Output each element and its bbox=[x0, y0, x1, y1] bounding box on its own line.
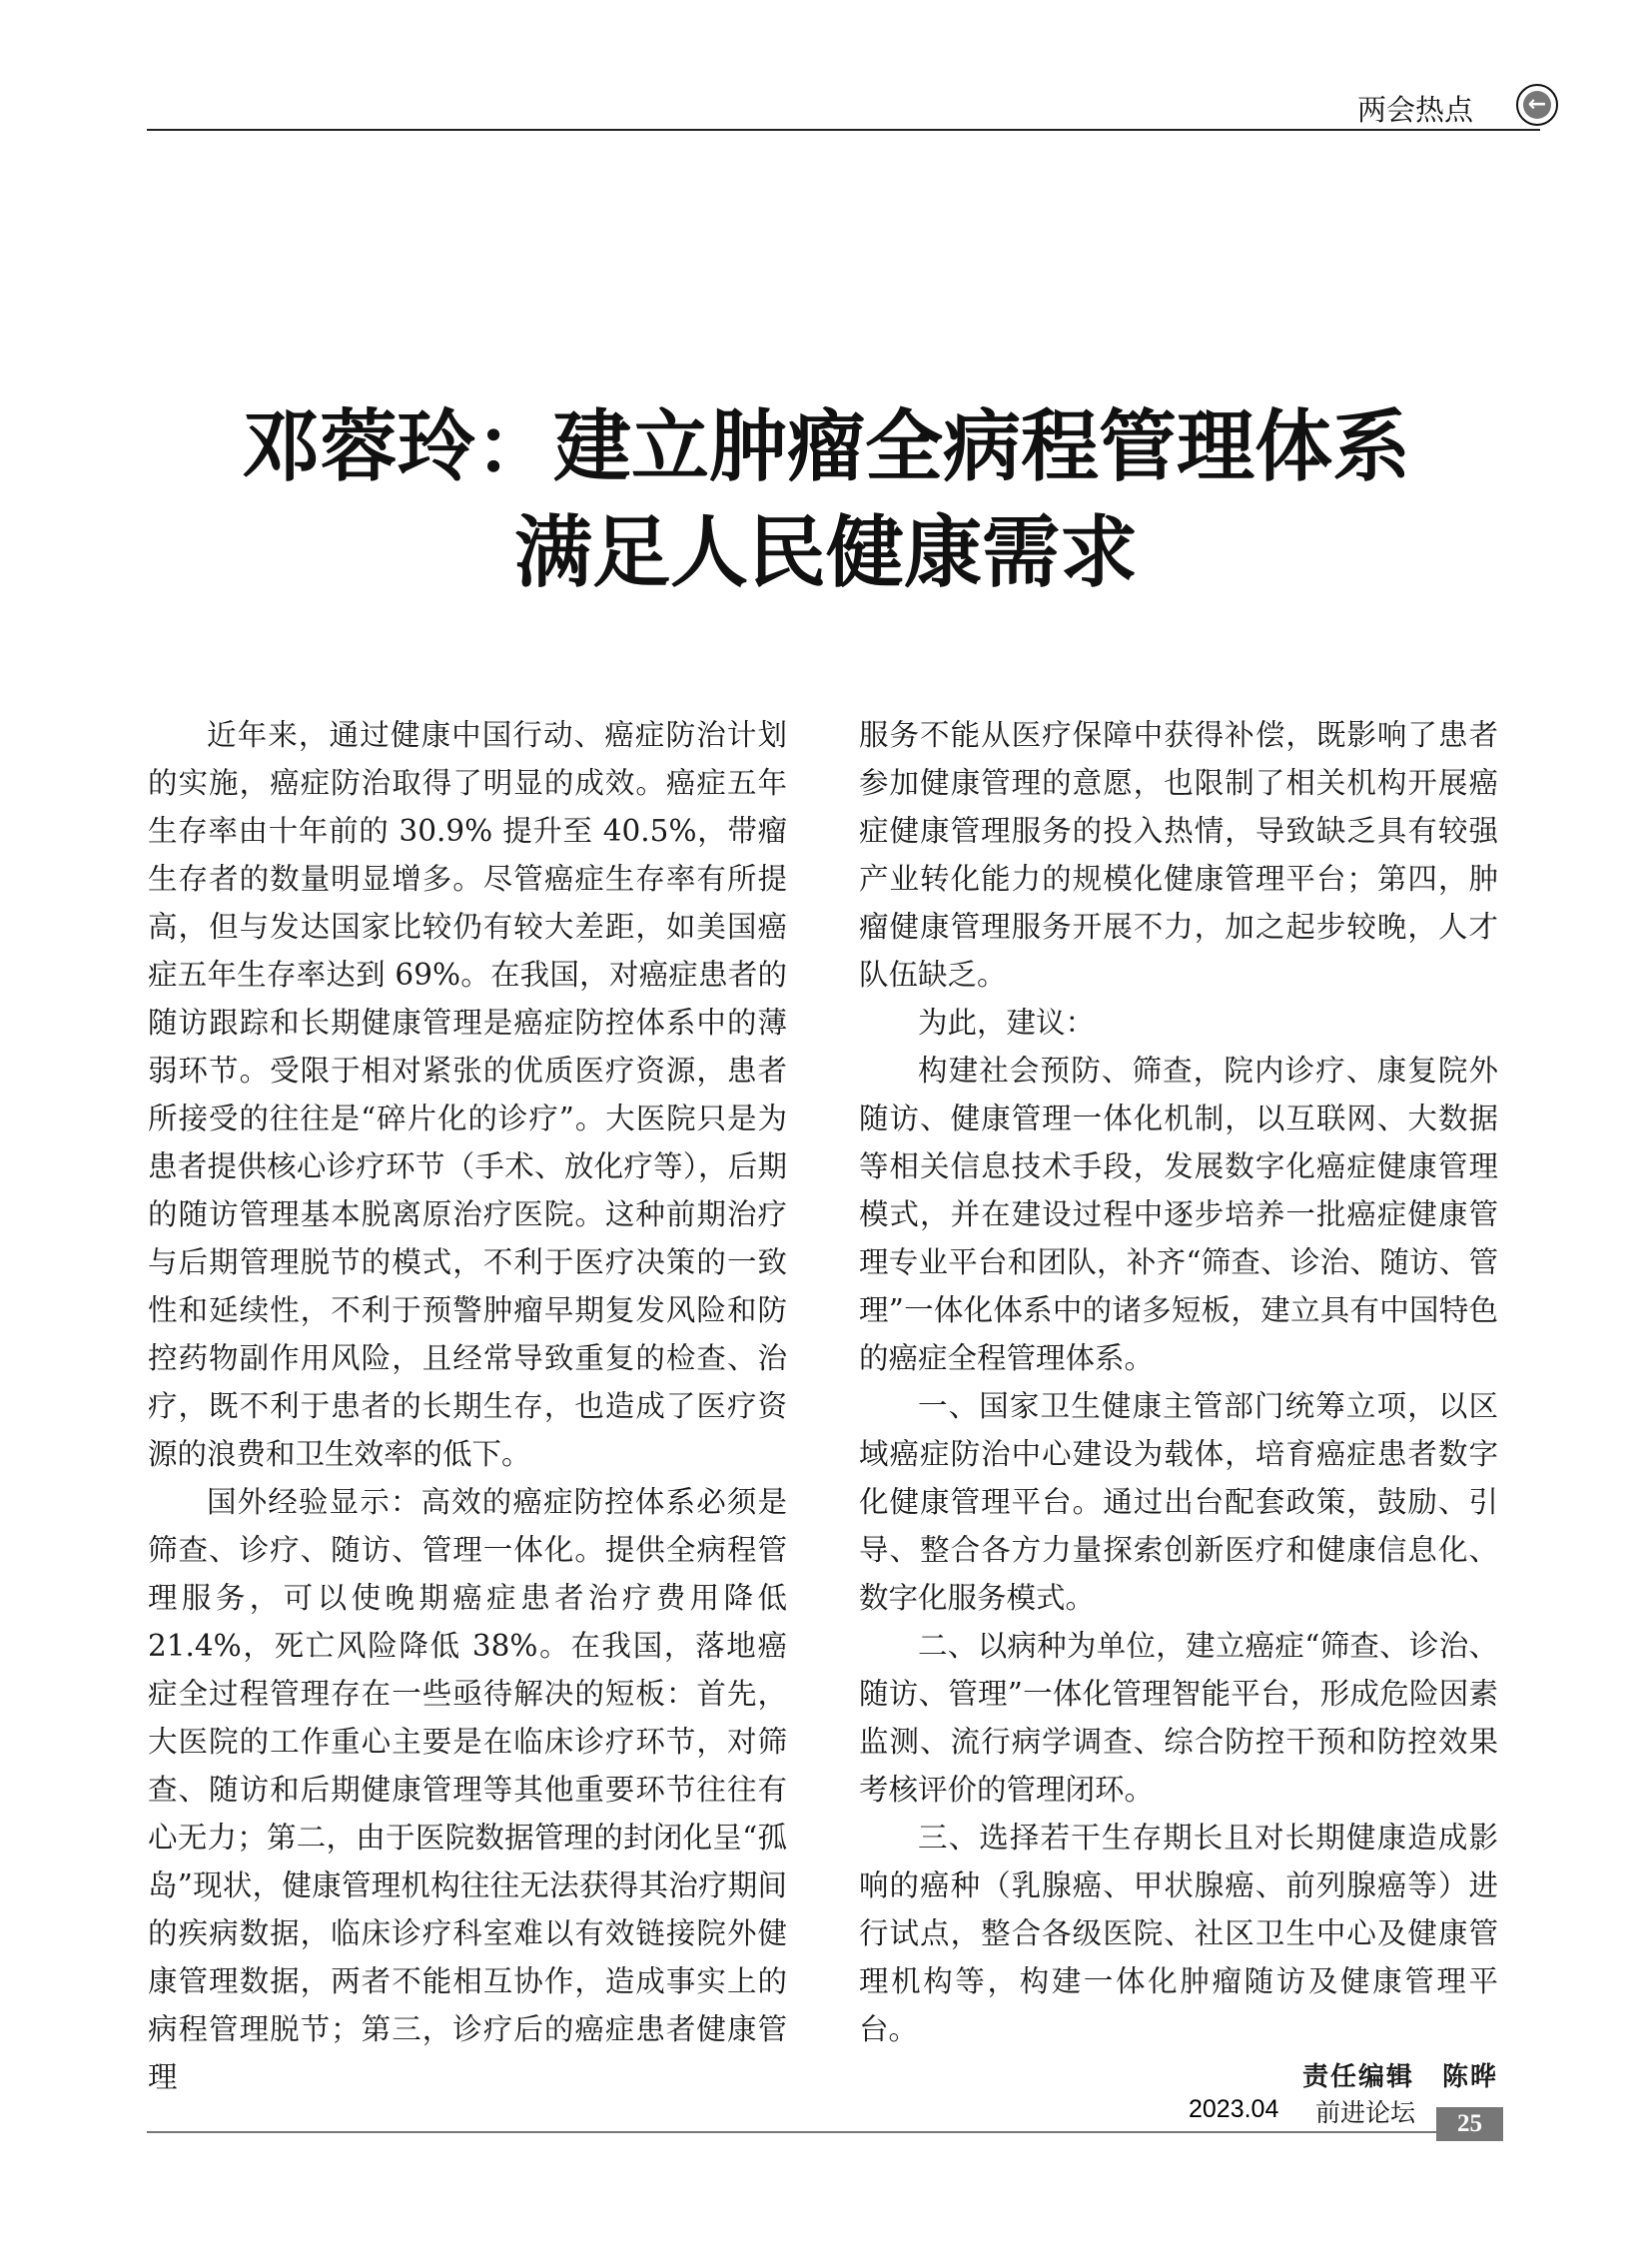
paragraph: 一、国家卫生健康主管部门统筹立项，以区域癌症防治中心建设为载体，培育癌症患者数字化健康管理平台。通过出台配套政策，鼓励、引导、整合各方力量探索创新医疗和健康信息化、数字化服务模式。 bbox=[859, 1389, 1498, 1615]
title-line-2: 满足人民健康需求 bbox=[513, 508, 1138, 598]
paragraph: 二、以病种为单位，建立癌症“筛查、诊治、随访、管理”一体化管理智能平台，形成危险因素监测、流行病学调查、综合防控干预和防控效果考核评价的管理闭环。 bbox=[859, 1629, 1498, 1807]
page-number: 25 bbox=[1436, 2107, 1503, 2141]
paragraph: 国外经验显示：高效的癌症防控体系必须是筛查、诊疗、随访、管理一体化。提供全病程管理服务，可以使晚期癌症患者治疗费用降低 21.4%，死亡风险降低 38%。在我国，落地癌症全过程管理存在一些亟待解决的短板：首先，大医院的工作重心主要是在临床诊疗环节，对筛查、随访和后期健康管理等其他重要环节往往有心无力；第二，由于医院数据管理的封闭化呈“孤岛”现状，健康管理机构往往无法获得其治疗期间的疾病数据，临床诊疗科室难以有效链接院外健康管理数据，两者不能相互协作，造成事实上的病程管理脱节；第三，诊疗后的癌症患者健康管理 bbox=[148, 1485, 787, 2094]
page-header bbox=[147, 0, 1558, 133]
paragraph: 近年来，通过健康中国行动、癌症防治计划的实施，癌症防治取得了明显的成效。癌症五年生存率由十年前的 30.9% 提升至 40.5%，带瘤生存者的数量明显增多。尽管癌症生存率有所提高，但与发达国家比较仍有较大差距，如美国癌症五年生存率达到 69%。在我国，对癌症患者的随访跟踪和长期健康管理是癌症防控体系中的薄弱环节。受限于相对紧张的优质医疗资源，患者所接受的往往是“碎片化的诊疗”。大医院只是为患者提供核心诊疗环节（手术、放化疗等），后期的随访管理基本脱离原治疗医院。这种前期治疗与后期管理脱节的模式，不利于医疗决策的一致性和延续性，不利于预警肿瘤早期复发风险和防控药物副作用风险，且经常导致重复的检查、治疗，既不利于患者的长期生存，也造成了医疗资源的浪费和卫生效率的低下。 bbox=[148, 718, 787, 1471]
magazine-name: 前进论坛 bbox=[1315, 2098, 1416, 2127]
paragraph: 服务不能从医疗保障中获得补偿，既影响了患者参加健康管理的意愿，也限制了相关机构开展癌症健康管理服务的投入热情，导致缺乏具有较强产业转化能力的规模化健康管理平台；第四，肿瘤健康管理服务开展不力，加之起步较晚，人才队伍缺乏。 bbox=[859, 718, 1498, 992]
right-column bbox=[859, 711, 1498, 2101]
paragraph: 为此，建议： bbox=[918, 1006, 1096, 1040]
section-label: 两会热点 bbox=[1356, 93, 1473, 127]
paragraph: 构建社会预防、筛查，院内诊疗、康复院外随访、健康管理一体化机制，以互联网、大数据等相关信息技术手段，发展数字化癌症健康管理模式，并在建设过程中逐步培养一批癌症健康管理专业平台和团队，补齐“筛查、诊治、随访、管理”一体化体系中的诸多短板，建立具有中国特色的癌症全程管理体系。 bbox=[859, 1054, 1498, 1375]
title-line-1: 邓蓉玲：建立肿瘤全病程管理体系 bbox=[241, 402, 1410, 492]
footer-divider bbox=[147, 2131, 1437, 2133]
arrow-left-circle-icon: ← bbox=[1516, 84, 1558, 126]
left-column bbox=[148, 711, 787, 2101]
article-title bbox=[0, 394, 1652, 606]
header-divider bbox=[147, 129, 1540, 131]
issue-date: 2023.04 bbox=[1189, 2095, 1279, 2123]
paragraph: 三、选择若干生存期长且对长期健康造成影响的癌种（乳腺癌、甲状腺癌、前列腺癌等）进行试点，整合各级医院、社区卫生中心及健康管理机构等，构建一体化肿瘤随访及健康管理平台。 bbox=[859, 1821, 1498, 2046]
editor-credit: 责任编辑 陈晔 bbox=[1301, 2062, 1498, 2092]
